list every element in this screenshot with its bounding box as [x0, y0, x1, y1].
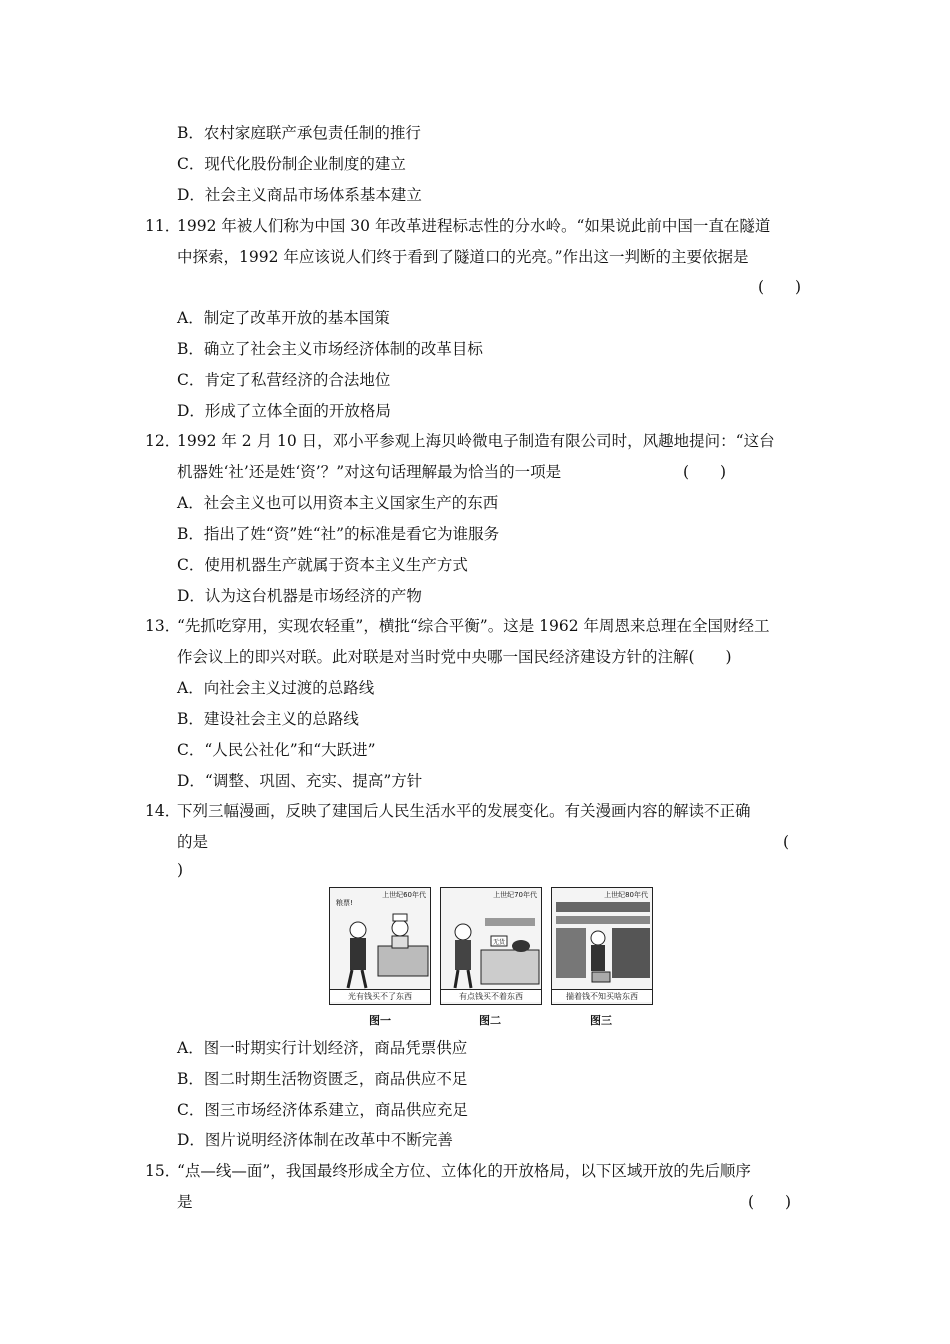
option-c: C．“人民公社化”和“大跃进” — [177, 741, 376, 759]
option-b: B．图二时期生活物资匮乏，商品供应不足 — [177, 1070, 468, 1088]
option-b: B．建设社会主义的总路线 — [177, 710, 359, 728]
cartoon-era: 上世纪60年代 — [382, 891, 426, 899]
option-a: A．向社会主义过渡的总路线 — [177, 679, 375, 697]
question-number: 13． — [145, 617, 181, 635]
question-text: “先抓吃穿用，实现农轻重”，横批“综合平衡”。这是 1962 年周恩来总理在全国财经工 — [177, 617, 770, 635]
answer-paren-close: ) — [177, 861, 184, 879]
option-b: B．指出了姓“资”姓“社”的标准是看它为谁服务 — [177, 525, 500, 543]
option-d: D．形成了立体全面的开放格局 — [177, 402, 391, 420]
answer-paren-open: ( — [783, 833, 790, 851]
figure-label: 图三 — [590, 1014, 612, 1027]
option-c: C．图三市场经济体系建立，商品供应充足 — [177, 1101, 468, 1119]
question-number: 14． — [145, 802, 181, 820]
answer-parentheses: ( ) — [758, 278, 802, 296]
option-c: C．现代化股份制企业制度的建立 — [177, 155, 406, 173]
answer-parentheses: ( ) — [683, 463, 727, 481]
cartoon-panel-2 — [440, 887, 542, 1005]
question-text: 1992 年 2 月 10 日，邓小平参观上海贝岭微电子制造有限公司时，风趣地提问：“这台 — [177, 432, 775, 450]
figure-label: 图二 — [479, 1014, 501, 1027]
option-c: C．使用机器生产就属于资本主义生产方式 — [177, 556, 468, 574]
cartoon-panel-3 — [551, 887, 653, 1005]
option-d: D．“调整、巩固、充实、提高”方针 — [177, 772, 423, 790]
question-text: 中探索，1992 年应该说人们终于看到了隧道口的光亮。”作出这一判断的主要依据是 — [177, 248, 749, 266]
sign-label: 无货 — [493, 939, 506, 946]
question-text: 是 — [177, 1193, 193, 1211]
answer-parentheses: ( ) — [748, 1193, 792, 1211]
question-text: 下列三幅漫画，反映了建国后人民生活水平的发展变化。有关漫画内容的解读不正确 — [177, 802, 751, 820]
question-number: 12． — [145, 432, 181, 450]
cartoon-caption: 有点钱买不着东西 — [441, 989, 541, 1002]
cartoon-illustration-2 — [441, 888, 542, 1005]
option-d: D．认为这台机器是市场经济的产物 — [177, 587, 422, 605]
figure-label: 图一 — [369, 1014, 391, 1027]
cartoon-illustration-3 — [552, 888, 653, 1005]
cartoon-era: 上世纪80年代 — [604, 891, 648, 899]
option-d: D．社会主义商品市场体系基本建立 — [177, 186, 422, 204]
option-b: B．农村家庭联产承包责任制的推行 — [177, 124, 421, 142]
option-a: A．制定了改革开放的基本国策 — [177, 309, 390, 327]
speech-bubble: 粮票! — [336, 899, 353, 907]
question-text: 作会议上的即兴对联。此对联是对当时党中央哪一国民经济建设方针的注解( ) — [177, 648, 732, 666]
question-text: “点—线—面”，我国最终形成全方位、立体化的开放格局，以下区域开放的先后顺序 — [177, 1162, 751, 1180]
question-text: 的是 — [177, 833, 209, 851]
option-a: A．图一时期实行计划经济，商品凭票供应 — [177, 1039, 468, 1057]
question-text: 机器姓‘社’还是姓‘资’？”对这句话理解最为恰当的一项是 — [177, 463, 562, 481]
question-number: 15． — [145, 1162, 181, 1180]
cartoon-era: 上世纪70年代 — [493, 891, 537, 899]
cartoon-caption: 光有钱买不了东西 — [330, 989, 430, 1002]
option-c: C．肯定了私营经济的合法地位 — [177, 371, 391, 389]
option-d: D．图片说明经济体制在改革中不断完善 — [177, 1131, 453, 1149]
option-a: A．社会主义也可以用资本主义国家生产的东西 — [177, 494, 499, 512]
cartoon-caption: 揣着钱不知买啥东西 — [552, 989, 652, 1002]
question-text: 1992 年被人们称为中国 30 年改革进程标志性的分水岭。“如果说此前中国一直在隧道 — [177, 217, 771, 235]
cartoon-figure — [329, 887, 656, 1027]
question-number: 11． — [145, 217, 181, 235]
cartoon-panel-1 — [329, 887, 431, 1005]
option-b: B．确立了社会主义市场经济体制的改革目标 — [177, 340, 483, 358]
